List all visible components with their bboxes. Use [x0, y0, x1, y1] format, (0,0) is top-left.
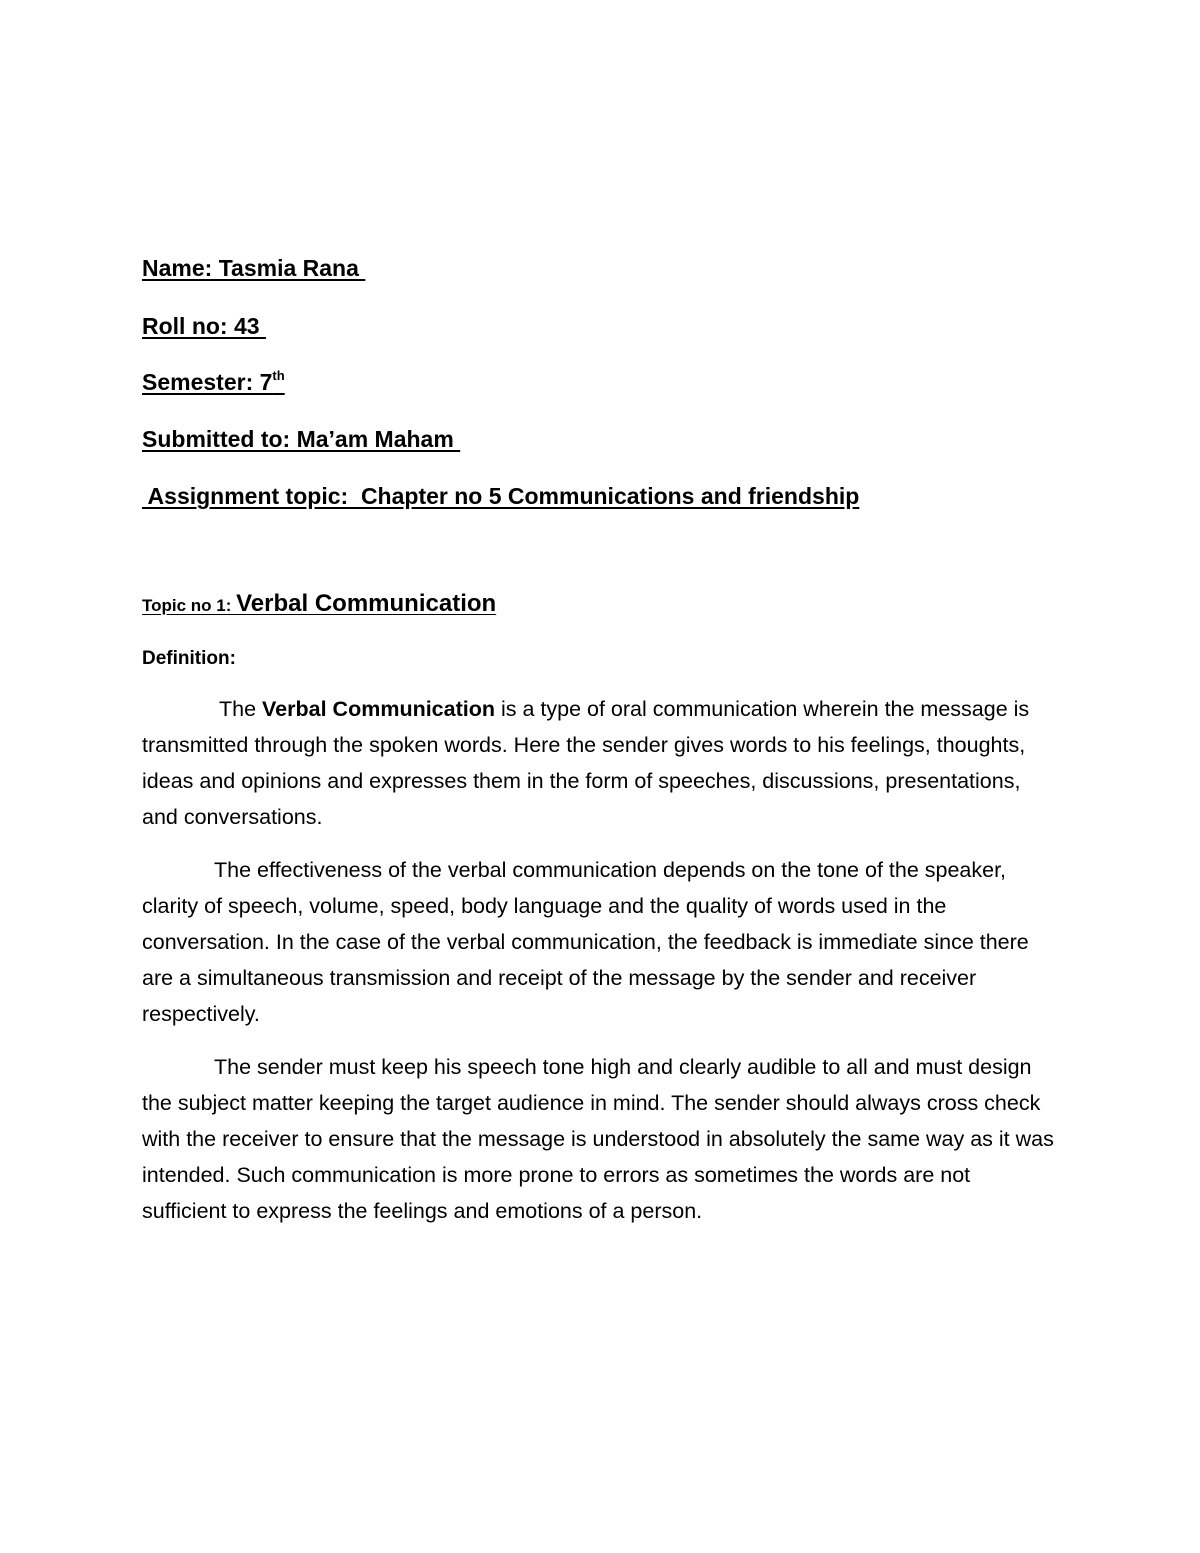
semester-text: Semester: 7	[142, 369, 273, 395]
paragraph-1-intro: The	[219, 697, 263, 721]
paragraph-1-rest: is a type of oral communication wherein the message is transmitted through the spoken words. Here the sender gives words to his feelings, thoughts, ideas and opinions and expresses them in the form of speeches, discussions, presentations, and conversations.	[142, 697, 1030, 829]
assignment-topic: Assignment topic: Chapter no 5 Communications and friendship	[142, 483, 860, 509]
topic-prefix: Topic no 1:	[142, 596, 237, 615]
submitted-to: Submitted to: Ma’am Maham	[142, 426, 461, 452]
semester-superscript: th	[272, 368, 285, 383]
student-name: Name: Tasmia Rana	[142, 255, 366, 281]
topic-heading	[142, 588, 496, 623]
paragraph-1	[142, 691, 1057, 835]
paragraph-2: The effectiveness of the verbal communication depends on the tone of the speaker, clarity of speech, volume, speed, body language and the quality of words used in the conversation. In the case of the verbal communication, the feedback is immediate since there are a simultaneous transmission and receipt of the message by the sender and receiver respectively.	[142, 858, 1029, 1026]
definition-label: Definition:	[142, 648, 236, 669]
paragraph-1-bold-term: Verbal Communication	[262, 697, 495, 721]
semester	[142, 367, 285, 397]
roll-number: Roll no: 43	[142, 313, 266, 339]
topic-title: Verbal Communication	[236, 590, 497, 617]
paragraph-3: The sender must keep his speech tone high and clearly audible to all and must design the subject matter keeping the target audience in mind. The sender should always cross check with the receiver to ensure that the message is understood in absolutely the same way as it was intended. Such communication is more prone to errors as sometimes the words are not sufficient to express the feelings and emotions of a person.	[142, 1055, 1054, 1223]
